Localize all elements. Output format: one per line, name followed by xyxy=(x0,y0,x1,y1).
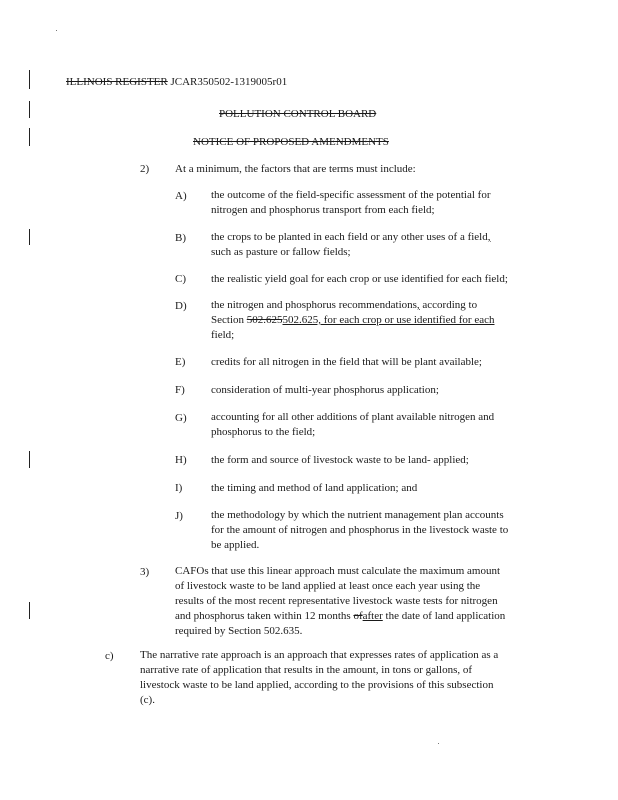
item-H-label: H) xyxy=(175,454,187,466)
item-F-text: consideration of multi-year phosphorus application; xyxy=(211,384,439,396)
item-J-label: J) xyxy=(175,510,183,522)
revision-bar xyxy=(29,451,30,468)
item-F-label: F) xyxy=(175,384,185,396)
item-C-text: the realistic yield goal for each crop or use identified for each field; xyxy=(211,273,508,285)
register-header xyxy=(66,76,287,89)
revision-bar xyxy=(29,602,30,619)
revision-bar xyxy=(29,101,30,118)
agency-title: POLLUTION CONTROL BOARD xyxy=(219,108,377,120)
item-J-text: the methodology by which the nutrient management plan accounts for the amount of nitrogen and phosphorus in the livestock waste to be applied. xyxy=(211,509,509,551)
item-E-text: credits for all nitrogen in the field that will be plant available; xyxy=(211,356,482,368)
item-G-text: accounting for all other additions of plant available nitrogen and phosphorus to the field; xyxy=(211,411,495,438)
notice-title: NOTICE OF PROPOSED AMENDMENTS xyxy=(193,136,389,148)
register-id: JCAR350502-1319005r01 xyxy=(170,76,288,88)
revision-bar xyxy=(29,70,30,89)
register-label: ILLINOIS REGISTER xyxy=(66,76,168,88)
item-D-label: D) xyxy=(175,300,187,312)
revision-bar xyxy=(29,229,30,245)
item-B-label: B) xyxy=(175,232,186,244)
item-2-label: 2) xyxy=(140,163,150,175)
item-A-text: the outcome of the field-specific assessment of the potential for nitrogen and phosphorus transport from each field; xyxy=(211,189,491,216)
item-c-text: The narrative rate approach is an approach that expresses rates of application as a narrative rate of application that results in the amount, in tons or gallons, of livestock waste to be land applied, according to the provisions of this subsection (c). xyxy=(140,649,499,706)
item-G-label: G) xyxy=(175,412,187,424)
item-c-label: c) xyxy=(105,650,114,662)
scan-speck xyxy=(56,30,57,31)
item-3-text: CAFOs that use this linear approach must calculate the maximum amount of livestock waste to be land applied at least once each year using the results of the most recent representative livestock waste tests for nitrogen and phosphorus taken within 12 months ofafter the date of land application required by Section 502.635. xyxy=(175,565,506,637)
item-3-label: 3) xyxy=(140,566,150,578)
item-I-text: the timing and method of land application; and xyxy=(211,482,418,494)
item-C-label: C) xyxy=(175,273,186,285)
item-A-label: A) xyxy=(175,190,187,202)
scan-speck xyxy=(438,743,439,744)
item-H-text: the form and source of livestock waste to be land- applied; xyxy=(211,454,469,466)
item-B-text: the crops to be planted in each field or any other uses of a field, such as pasture or fallow fields; xyxy=(211,231,491,258)
item-E-label: E) xyxy=(175,356,186,368)
revision-bar xyxy=(29,128,30,146)
item-2-intro: At a minimum, the factors that are terms must include: xyxy=(175,163,416,175)
item-D-text: the nitrogen and phosphorus recommendations, according to Section 502.625502.625, for each crop or use identified for each field; xyxy=(211,299,495,341)
item-I-label: I) xyxy=(175,482,183,494)
